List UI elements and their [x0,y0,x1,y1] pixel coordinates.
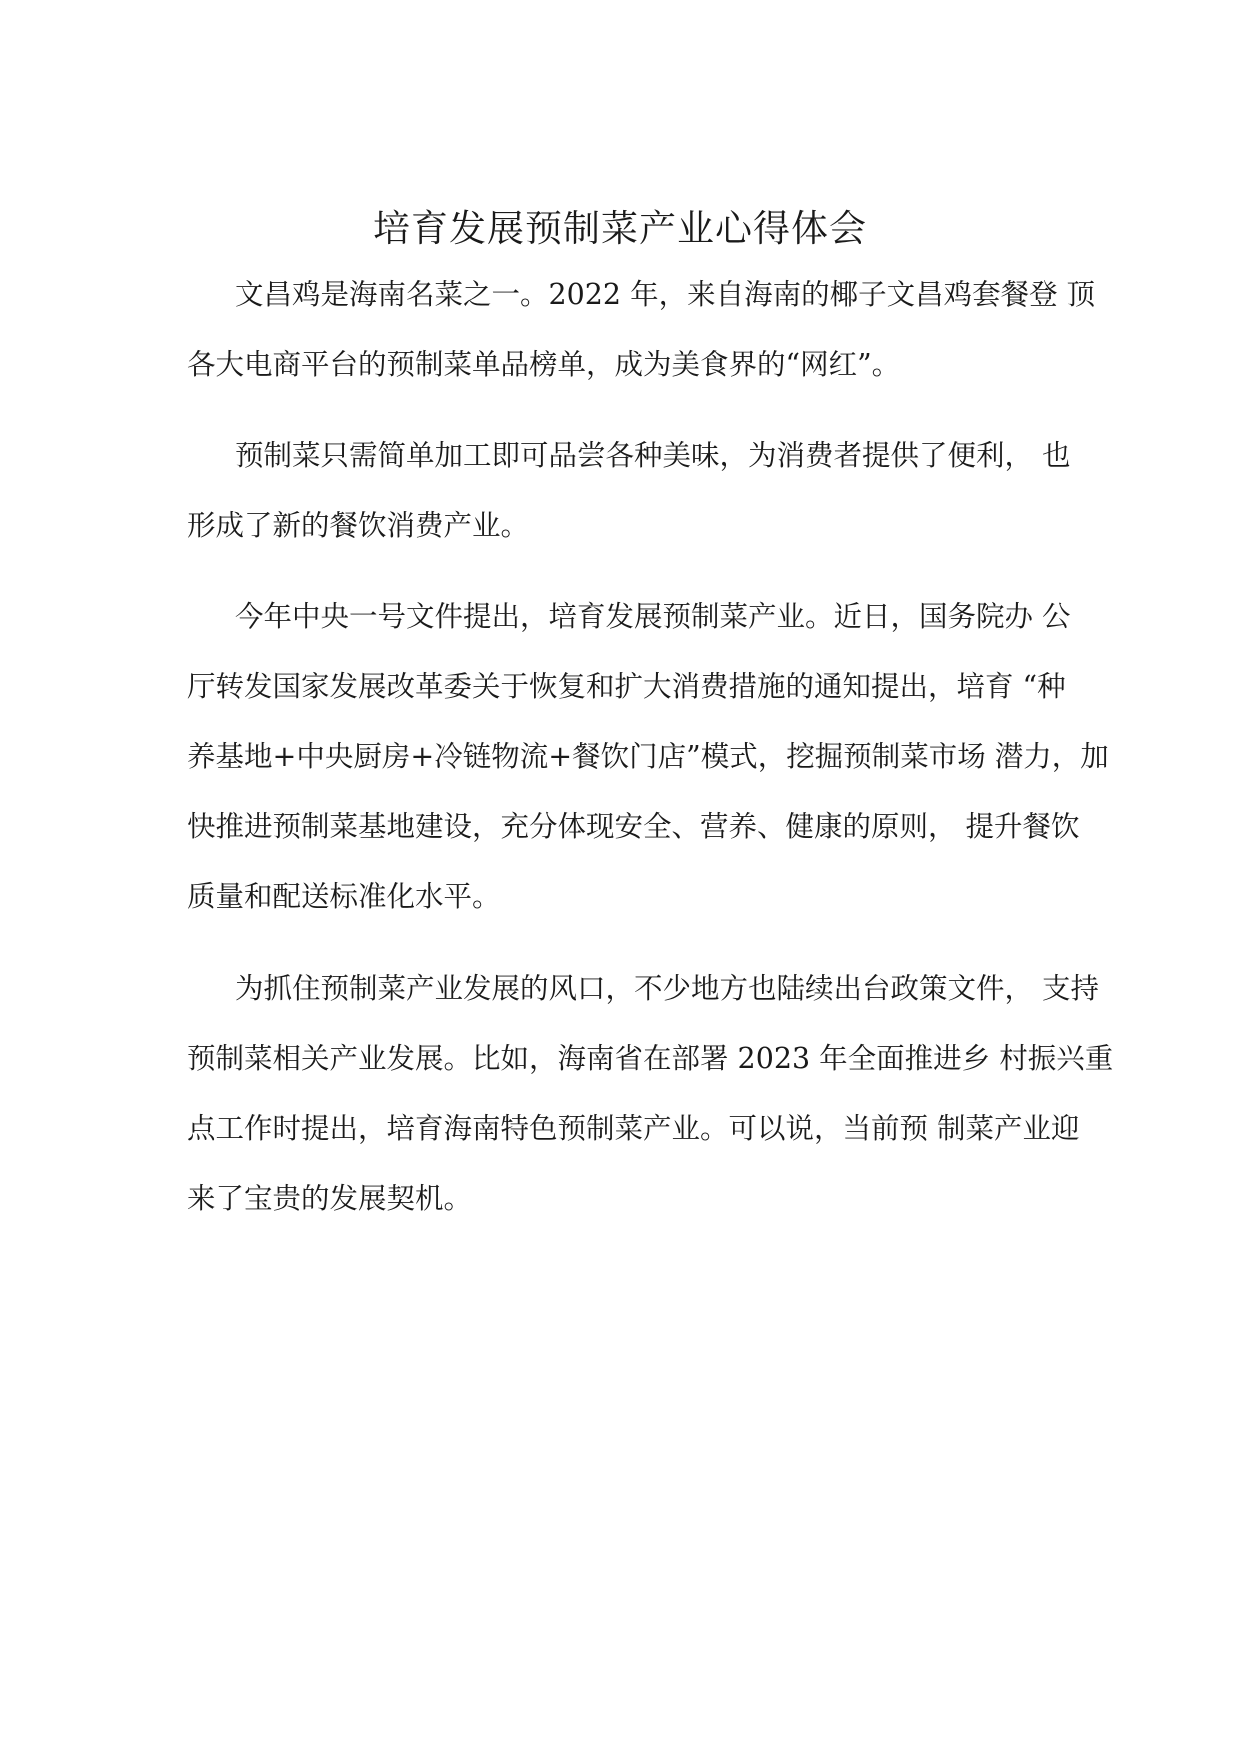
paragraph-line: 文昌鸡是海南名菜之一。2022 年，来自海南的椰子文昌鸡套餐登 顶 [235,278,1096,311]
document-title: 培育发展预制菜产业心得体会 [373,207,867,250]
paragraph-line: 各大电商平台的预制菜单品榜单，成为美食界的“网红”。 [187,348,901,381]
paragraph-line: 点工作时提出，培育海南特色预制菜产业。可以说，当前预 制菜产业迎 [187,1112,1080,1145]
paragraph-line: 预制菜相关产业发展。比如，海南省在部署 2023 年全面推进乡 村振兴重 [187,1042,1114,1075]
paragraph-line: 形成了新的餐饮消费产业。 [187,509,530,542]
paragraph-line: 快推进预制菜基地建设，充分体现安全、营养、健康的原则， 提升餐饮 [187,810,1080,843]
paragraph-line: 来了宝贵的发展契机。 [187,1182,473,1215]
paragraph-line: 质量和配送标准化水平。 [187,880,501,913]
paragraph-line: 为抓住预制菜产业发展的风口，不少地方也陆续出台政策文件， 支持 [235,972,1100,1005]
paragraph-line: 厅转发国家发展改革委关于恢复和扩大消费措施的通知提出，培育 “种 [187,670,1066,703]
paragraph-line: 预制菜只需简单加工即可品尝各种美味，为消费者提供了便利， 也 [235,439,1071,472]
paragraph-line: 养基地+中央厨房+冷链物流+餐饮门店”模式，挖掘预制菜市场 潜力，加 [187,740,1109,773]
paragraph-line: 今年中央一号文件提出，培育发展预制菜产业。近日，国务院办 公 [235,600,1071,633]
